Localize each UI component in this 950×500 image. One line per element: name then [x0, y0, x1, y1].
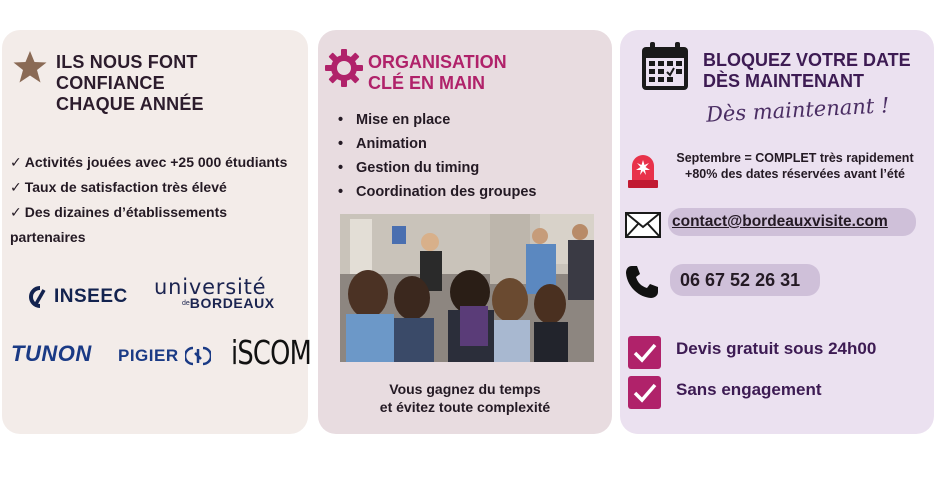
iscom-logo: iSCOM — [231, 333, 312, 372]
alarm-siren-icon — [626, 150, 660, 190]
option-no-commitment: Sans engagement — [676, 380, 822, 399]
inseec-mark-icon — [24, 285, 52, 309]
phone-link[interactable]: 06 67 52 26 31 — [670, 264, 820, 296]
trust-card — [2, 30, 312, 434]
pigier-logo: PIGIER — [118, 345, 211, 367]
list-item: • Mise en place — [334, 108, 536, 132]
check-icon: ✓ — [10, 204, 22, 220]
group-photo — [340, 214, 594, 362]
star-icon — [12, 50, 48, 84]
checkbox-checked — [628, 376, 661, 409]
partner-logos — [2, 275, 312, 385]
booking-card — [620, 30, 934, 434]
booking-header — [640, 40, 911, 92]
tunon-logo: TUNON — [11, 341, 92, 366]
universite-bordeaux-logo: université deBORDEAUX — [154, 275, 275, 311]
list-item: ✓ Activités jouées avec +25 000 étudiants — [10, 150, 306, 175]
organisation-header — [324, 48, 507, 94]
calendar-icon — [640, 40, 690, 92]
list-item: • Coordination des groupes — [334, 180, 536, 204]
trust-header — [12, 52, 204, 115]
inseec-logo: INSEEC — [24, 285, 128, 309]
list-item: • Animation — [334, 132, 536, 156]
pigier-mark-icon — [185, 345, 211, 367]
list-item: ✓ Des dizaines d’établissements partenaires — [10, 200, 306, 250]
check-icon: ✓ — [10, 154, 22, 170]
option-free-quote: Devis gratuit sous 24h00 — [676, 339, 877, 358]
check-icon — [628, 376, 661, 409]
phone-icon — [624, 264, 660, 300]
organisation-card — [318, 30, 612, 434]
checkbox-checked — [628, 336, 661, 369]
mail-icon — [624, 210, 662, 240]
trust-title: ILS NOUS FONT CONFIANCE CHAQUE ANNÉE — [56, 52, 204, 114]
list-item: ✓ Taux de satisfaction très élevé — [10, 175, 306, 200]
organisation-footer: Vous gagnez du temps et évitez toute complexité — [379, 381, 551, 415]
check-icon — [628, 336, 661, 369]
photo-illustration — [340, 214, 594, 362]
email-link[interactable]: contact@bordeauxvisite.com — [668, 208, 916, 236]
organisation-list — [334, 108, 536, 204]
booking-script-text: Dès maintenant ! — [705, 93, 890, 127]
booking-alert-text: Septembre = COMPLET très rapidement +80% des dates réservées avant l’été — [676, 151, 914, 181]
list-item: • Gestion du timing — [334, 156, 536, 180]
check-icon: ✓ — [10, 179, 22, 195]
gear-icon — [324, 48, 364, 88]
trust-bullet-list — [10, 150, 306, 250]
organisation-title: ORGANISATION CLÉ EN MAIN — [368, 52, 507, 93]
booking-title: BLOQUEZ VOTRE DATE DÈS MAINTENANT — [703, 50, 911, 91]
